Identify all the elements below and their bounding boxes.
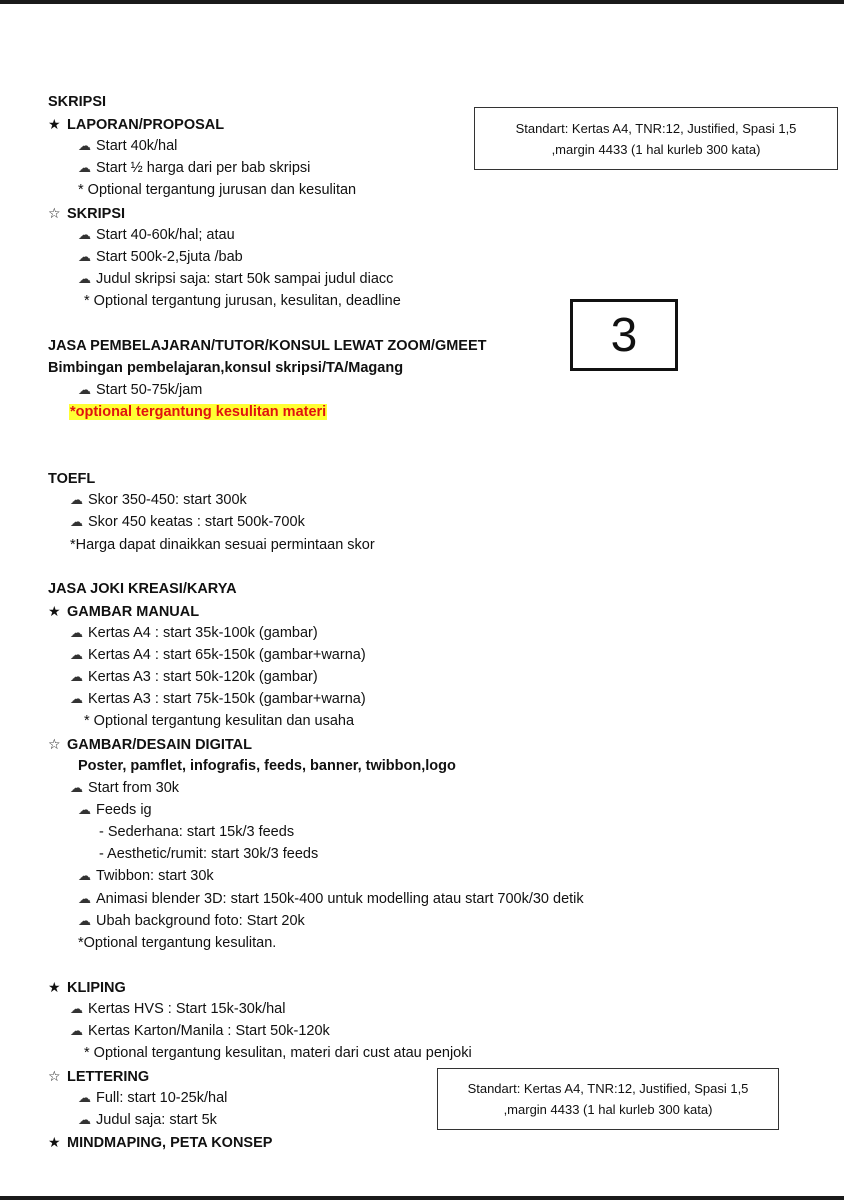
- cloud-bullet-icon: ☁: [78, 160, 91, 175]
- manual-note: * Optional tergantung kesulitan dan usaha: [84, 713, 355, 729]
- list-item: ☁ Judul saja: start 5k: [78, 1112, 217, 1128]
- list-item: ☁ Feeds ig: [78, 802, 152, 818]
- cloud-bullet-icon: ☁: [78, 138, 91, 153]
- kreasi-title: JASA JOKI KREASI/KARYA: [48, 581, 237, 597]
- cloud-bullet-icon: ☁: [70, 669, 83, 684]
- list-item: ☁ Judul skripsi saja: start 50k sampai judul diacc: [78, 271, 394, 287]
- tutor-note-highlight: [69, 402, 327, 422]
- feeds-sub-item: - Sederhana: start 15k/3 feeds: [99, 824, 295, 840]
- list-item: ☁ Start 40k/hal: [78, 138, 178, 154]
- list-item: ☁ Full: start 10-25k/hal: [78, 1090, 228, 1106]
- list-item: ☁ Kertas Karton/Manila : Start 50k-120k: [70, 1023, 330, 1039]
- list-item: ☁ Start 40-60k/hal; atau: [78, 227, 235, 243]
- toefl-note: *Harga dapat dinaikkan sesuai permintaan skor: [70, 537, 375, 553]
- list-item: ☁ Skor 450 keatas : start 500k-700k: [70, 514, 305, 530]
- kliping-heading: ★ KLIPING: [48, 979, 126, 996]
- cloud-bullet-icon: ☁: [70, 1001, 83, 1016]
- list-item: ☁ Start ½ harga dari per bab skripsi: [78, 160, 311, 176]
- toefl-title: TOEFL: [48, 471, 96, 487]
- list-item: ☁ Start from 30k: [70, 780, 180, 796]
- standard-note-line: Standart: Kertas A4, TNR:12, Justified, Spasi 1,5: [515, 120, 797, 136]
- list-item: ☁ Kertas HVS : Start 15k-30k/hal: [70, 1001, 286, 1017]
- laporan-note: * Optional tergantung jurusan dan kesulitan: [78, 182, 357, 198]
- star-outline-icon: ☆: [48, 736, 61, 752]
- tutor-title: JASA PEMBELAJARAN/TUTOR/KONSUL LEWAT ZOOM/GMEET: [48, 338, 487, 354]
- top-border: [0, 0, 844, 4]
- digital-heading: ☆ GAMBAR/DESAIN DIGITAL: [48, 736, 253, 753]
- standard-note-box: [437, 1068, 779, 1130]
- laporan-title: LAPORAN/PROPOSAL: [67, 117, 225, 133]
- star-outline-icon: ☆: [48, 205, 61, 221]
- digital-note: *Optional tergantung kesulitan.: [78, 935, 277, 951]
- tutor-note: *optional tergantung kesulitan materi: [70, 404, 327, 420]
- page-number: 3: [610, 308, 638, 362]
- cloud-bullet-icon: ☁: [70, 625, 83, 640]
- laporan-heading: [48, 114, 224, 135]
- cloud-bullet-icon: ☁: [78, 227, 91, 242]
- list-item: ☁ Start 50-75k/jam: [78, 382, 203, 398]
- mindmap-heading: ★ MINDMAPING, PETA KONSEP: [48, 1134, 273, 1151]
- cloud-bullet-icon: ☁: [70, 647, 83, 662]
- lettering-heading: ☆ LETTERING: [48, 1068, 150, 1085]
- cloud-bullet-icon: ☁: [78, 1090, 91, 1105]
- list-item: ☁ Skor 350-450: start 300k: [70, 492, 247, 508]
- star-filled-icon: ★: [48, 116, 61, 132]
- bottom-border: [0, 1196, 844, 1200]
- skripsi-title: SKRIPSI: [67, 206, 126, 222]
- list-item: ☁ Twibbon: start 30k: [78, 868, 214, 884]
- cloud-bullet-icon: ☁: [78, 802, 91, 817]
- cloud-bullet-icon: ☁: [70, 514, 83, 529]
- cloud-bullet-icon: ☁: [70, 492, 83, 507]
- page-number-box: [570, 299, 678, 371]
- cloud-bullet-icon: ☁: [70, 691, 83, 706]
- cloud-bullet-icon: ☁: [78, 382, 91, 397]
- section-title-skripsi: SKRIPSI: [48, 94, 107, 110]
- star-filled-icon: ★: [48, 603, 61, 619]
- manual-heading: ★ GAMBAR MANUAL: [48, 603, 200, 620]
- skripsi-note: * Optional tergantung jurusan, kesulitan, deadline: [84, 293, 401, 309]
- standard-note-line: ,margin 4433 (1 hal kurleb 300 kata): [551, 141, 761, 157]
- cloud-bullet-icon: ☁: [70, 1023, 83, 1038]
- cloud-bullet-icon: ☁: [78, 913, 91, 928]
- tutor-subtitle: Bimbingan pembelajaran,konsul skripsi/TA/Magang: [48, 360, 404, 376]
- standard-note-box: [474, 107, 838, 170]
- cloud-bullet-icon: ☁: [78, 891, 91, 906]
- star-outline-icon: ☆: [48, 1068, 61, 1084]
- feeds-sub-item: - Aesthetic/rumit: start 30k/3 feeds: [99, 846, 319, 862]
- standard-note-line: Standart: Kertas A4, TNR:12, Justified, Spasi 1,5: [467, 1081, 749, 1096]
- list-item: ☁ Start 500k-2,5juta /bab: [78, 249, 243, 265]
- list-item: ☁ Kertas A3 : start 75k-150k (gambar+warna): [70, 691, 366, 707]
- kliping-note: * Optional tergantung kesulitan, materi dari cust atau penjoki: [84, 1045, 472, 1061]
- star-filled-icon: ★: [48, 979, 61, 995]
- list-item: ☁ Kertas A4 : start 35k-100k (gambar): [70, 625, 318, 641]
- list-item: ☁ Kertas A4 : start 65k-150k (gambar+warna): [70, 647, 366, 663]
- cloud-bullet-icon: ☁: [78, 868, 91, 883]
- cloud-bullet-icon: ☁: [78, 271, 91, 286]
- list-item: ☁ Animasi blender 3D: start 150k-400 untuk modelling atau start 700k/30 detik: [78, 891, 584, 907]
- star-filled-icon: ★: [48, 1134, 61, 1150]
- cloud-bullet-icon: ☁: [78, 1112, 91, 1127]
- standard-note-line: ,margin 4433 (1 hal kurleb 300 kata): [503, 1102, 713, 1117]
- digital-subtitle: Poster, pamflet, infografis, feeds, banner, twibbon,logo: [78, 758, 456, 774]
- skripsi-heading: [48, 203, 125, 224]
- list-item: ☁ Kertas A3 : start 50k-120k (gambar): [70, 669, 318, 685]
- cloud-bullet-icon: ☁: [70, 780, 83, 795]
- list-item: ☁ Ubah background foto: Start 20k: [78, 913, 305, 929]
- cloud-bullet-icon: ☁: [78, 249, 91, 264]
